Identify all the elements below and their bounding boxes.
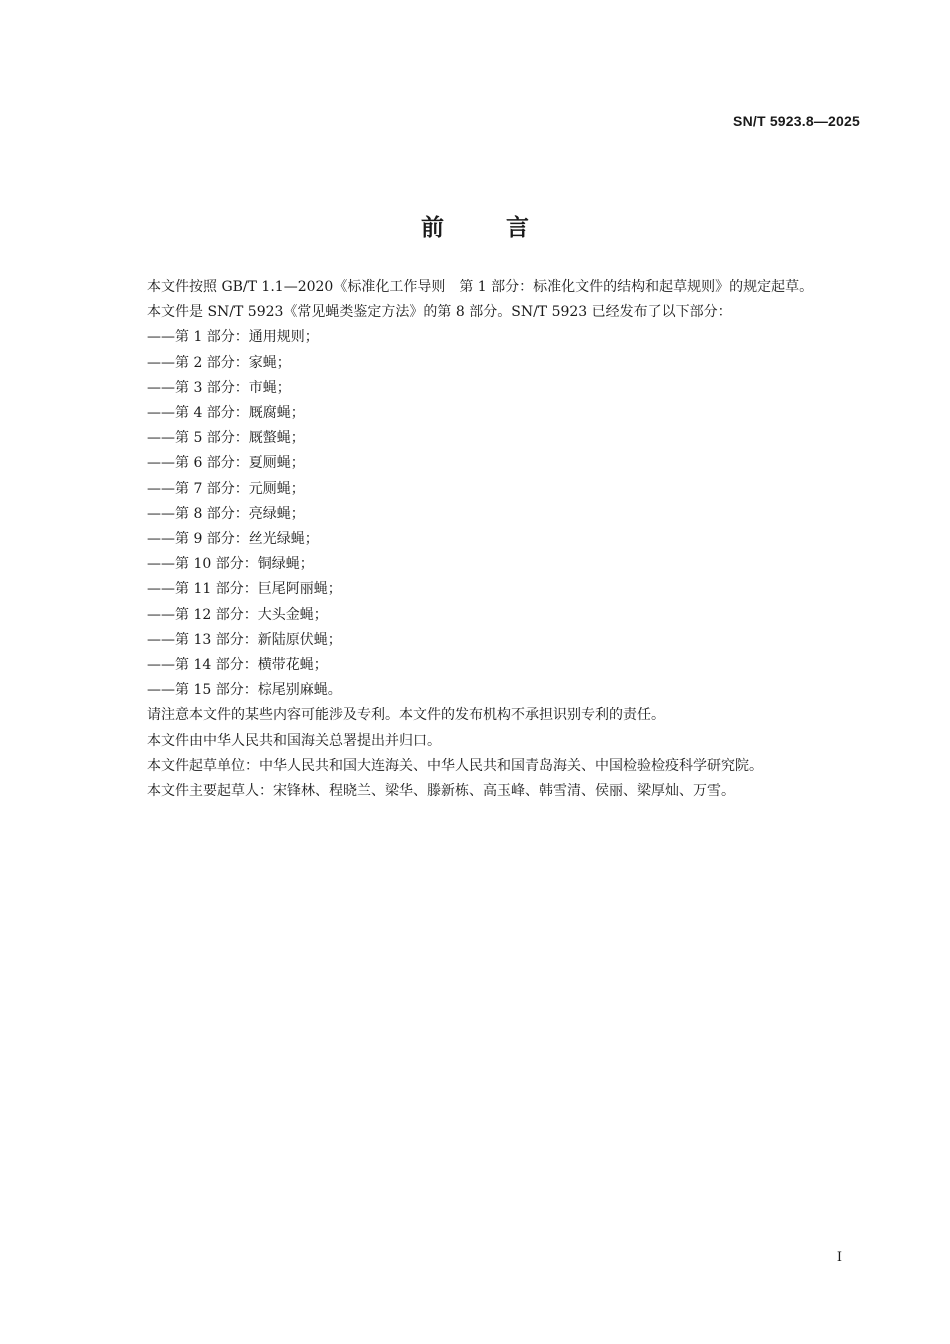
list-item: ——第 5 部分：厩螫蝇； bbox=[147, 430, 305, 447]
list-item: ——第 14 部分：横带花蝇； bbox=[147, 657, 328, 674]
list-item: ——第 1 部分：通用规则； bbox=[147, 329, 319, 346]
list-item: ——第 6 部分：夏厕蝇； bbox=[147, 455, 305, 472]
drafting-units-paragraph: 本文件起草单位：中华人民共和国大连海关、中华人民共和国青岛海关、中国检验检疫科学研究院。 bbox=[147, 757, 763, 774]
list-item: ——第 8 部分：亮绿蝇； bbox=[147, 505, 305, 522]
series-intro-paragraph: 本文件是 SN/T 5923《常见蝇类鉴定方法》的第 8 部分。SN/T 5923 已经发布了以下部分： bbox=[147, 304, 732, 321]
patent-notice-paragraph: 请注意本文件的某些内容可能涉及专利。本文件的发布机构不承担识别专利的责任。 bbox=[147, 707, 665, 724]
list-item: ——第 13 部分：新陆原伏蝇； bbox=[147, 631, 342, 648]
list-item: ——第 2 部分：家蝇； bbox=[147, 354, 291, 371]
list-item: ——第 10 部分：铜绿蝇； bbox=[147, 556, 314, 573]
standard-code: SN/T 5923.8—2025 bbox=[733, 113, 860, 129]
list-item: ——第 9 部分：丝光绿蝇； bbox=[147, 531, 319, 548]
page-number: I bbox=[836, 1250, 842, 1265]
list-item: ——第 11 部分：巨尾阿丽蝇； bbox=[147, 581, 342, 598]
list-item: ——第 7 部分：元厕蝇； bbox=[147, 480, 305, 497]
list-item: ——第 15 部分：棕尾别麻蝇。 bbox=[147, 682, 342, 699]
page-title: 前言 bbox=[421, 215, 591, 242]
drafting-basis-paragraph: 本文件按照 GB/T 1.1—2020《标准化工作导则 第 1 部分：标准化文件的结构和起草规则》的规定起草。 bbox=[147, 279, 814, 295]
proposer-paragraph: 本文件由中华人民共和国海关总署提出并归口。 bbox=[147, 732, 441, 749]
list-item: ——第 12 部分：大头金蝇； bbox=[147, 606, 328, 623]
parts-list bbox=[112, 325, 860, 703]
list-item: ——第 4 部分：厩腐蝇； bbox=[147, 405, 305, 422]
list-item: ——第 3 部分：市蝇； bbox=[147, 379, 291, 396]
foreword-body bbox=[112, 275, 860, 804]
drafters-paragraph: 本文件主要起草人：宋锋林、程晓兰、梁华、滕新栋、高玉峰、韩雪清、侯丽、梁厚灿、万雪。 bbox=[147, 783, 735, 800]
